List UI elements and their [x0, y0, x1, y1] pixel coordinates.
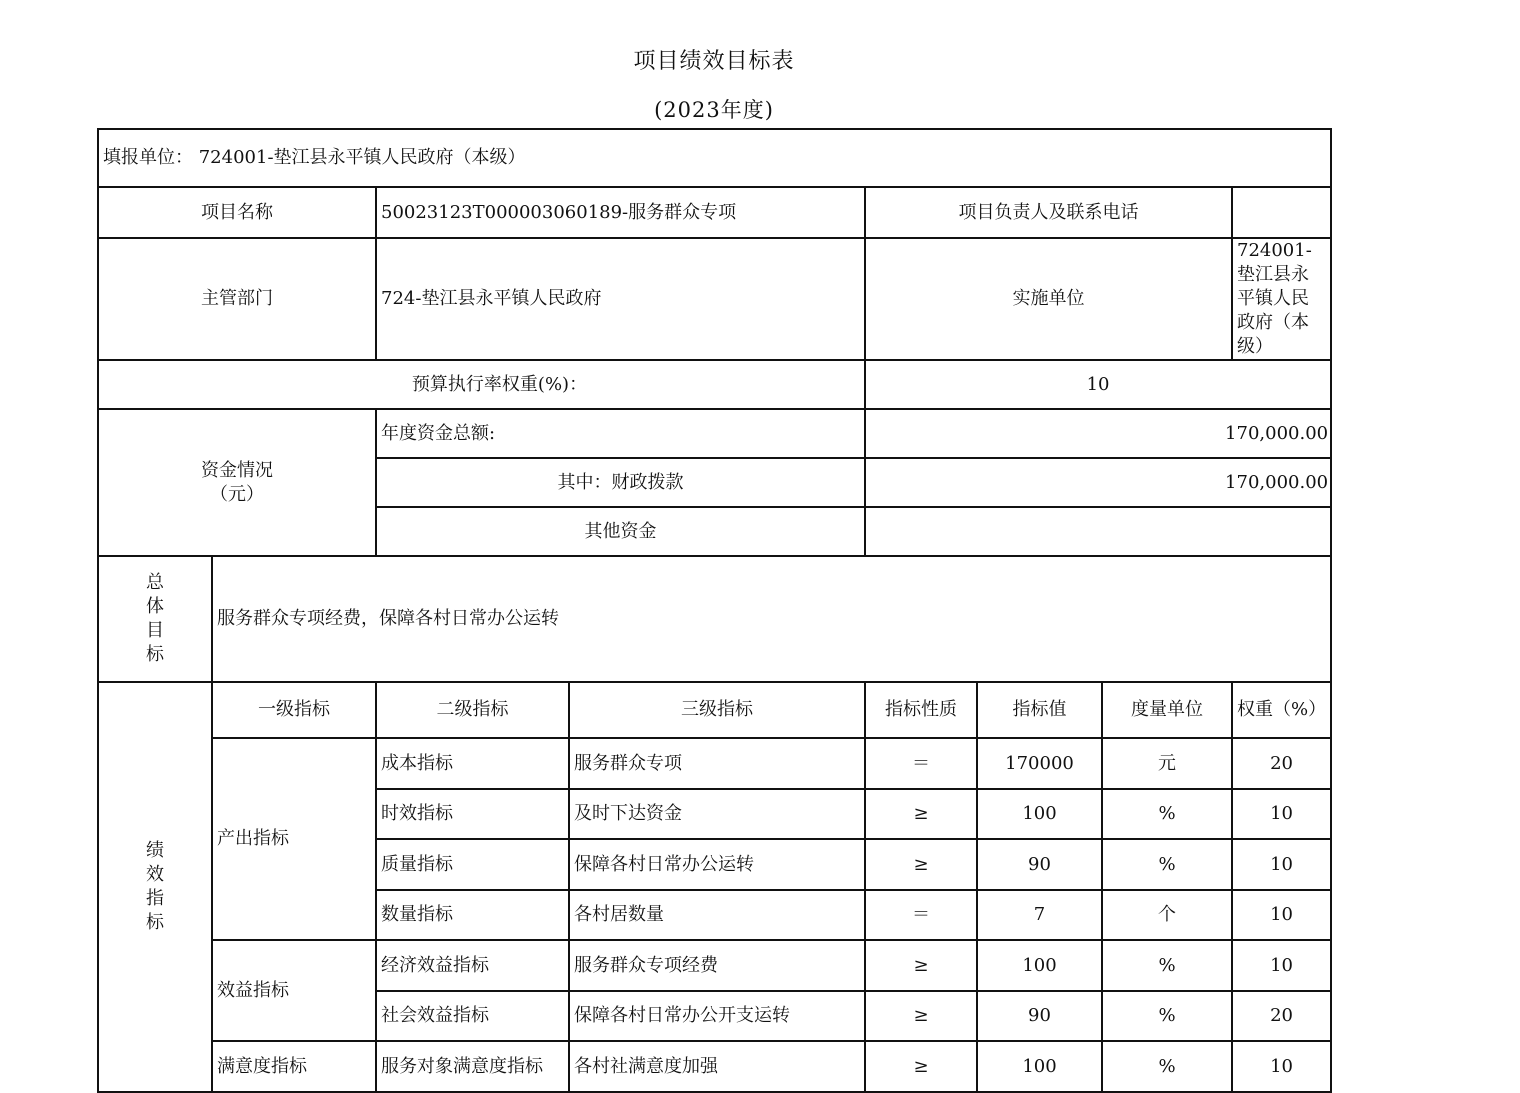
table-row [98, 940, 1331, 991]
goal-label-char: 标 [146, 644, 164, 665]
row-unit: % [1102, 839, 1232, 890]
goal-label-char: 体 [146, 596, 164, 617]
row-value: 90 [977, 839, 1102, 890]
project-contact-label: 项目负责人及联系电话 [865, 187, 1232, 238]
goal-label-char: 目 [146, 620, 164, 641]
header-nature: 指标性质 [865, 682, 977, 738]
row-unit: % [1102, 991, 1232, 1041]
funds-total-row [98, 409, 1331, 458]
indicators-label-char: 指 [146, 888, 164, 909]
performance-table [97, 128, 1332, 1093]
row-value: 7 [977, 890, 1102, 940]
header-level1: 一级指标 [212, 682, 376, 738]
row-weight: 10 [1232, 839, 1331, 890]
page-subtitle: (2023年度) [654, 98, 774, 122]
header-weight: 权重（%） [1232, 682, 1331, 738]
header-unit: 度量单位 [1102, 682, 1232, 738]
row-nature: ≥ [865, 991, 977, 1041]
funds-label-line1: 资金情况 [201, 459, 273, 481]
row-level2: 时效指标 [376, 789, 569, 839]
row-nature: ＝ [865, 738, 977, 789]
row-nature: ≥ [865, 789, 977, 839]
row-nature: ≥ [865, 1041, 977, 1092]
budget-rate-row [98, 360, 1331, 409]
row-nature: ≥ [865, 940, 977, 991]
row-level2: 经济效益指标 [376, 940, 569, 991]
row-weight: 10 [1232, 890, 1331, 940]
row-level3: 服务群众专项经费 [569, 940, 865, 991]
project-name-label: 项目名称 [98, 187, 376, 238]
row-weight: 20 [1232, 738, 1331, 789]
row-weight: 10 [1232, 789, 1331, 839]
implementing-unit-label: 实施单位 [865, 238, 1232, 360]
indicator-header-row [98, 682, 1331, 738]
row-level2: 质量指标 [376, 839, 569, 890]
table-row [98, 1041, 1331, 1092]
funds-label [98, 409, 376, 556]
row-level3: 及时下达资金 [569, 789, 865, 839]
page-title: 项目绩效目标表 [633, 49, 795, 74]
fill-unit-label: 填报单位： [103, 147, 193, 168]
row-weight: 20 [1232, 991, 1331, 1041]
fill-unit-value: 724001-垫江县永平镇人民政府（本级） [198, 147, 526, 168]
row-value: 100 [977, 1041, 1102, 1092]
row-unit: % [1102, 789, 1232, 839]
row-level2: 成本指标 [376, 738, 569, 789]
overall-goal-row [98, 556, 1331, 682]
row-level2: 数量指标 [376, 890, 569, 940]
header-level2: 二级指标 [376, 682, 569, 738]
row-level3: 保障各村日常办公开支运转 [569, 991, 865, 1041]
indicators-label-char: 标 [146, 912, 164, 933]
group-benefit: 效益指标 [212, 940, 376, 1041]
indicators-label-char: 绩 [146, 840, 164, 861]
budget-rate-label: 预算执行率权重(%)： [98, 360, 865, 409]
row-unit: 元 [1102, 738, 1232, 789]
funds-label-line2: （元） [210, 483, 264, 505]
row-unit: % [1102, 940, 1232, 991]
row-value: 90 [977, 991, 1102, 1041]
header-level3: 三级指标 [569, 682, 865, 738]
goal-label-char: 总 [146, 572, 164, 593]
row-level3: 服务群众专项 [569, 738, 865, 789]
fill-unit-row [98, 129, 1331, 187]
project-contact-value [1232, 187, 1331, 238]
row-unit: % [1102, 1041, 1232, 1092]
department-value: 724-垫江县永平镇人民政府 [376, 238, 865, 360]
row-value: 170000 [977, 738, 1102, 789]
funds-total-label: 年度资金总额: [376, 409, 865, 458]
table-row [98, 738, 1331, 789]
row-unit: 个 [1102, 890, 1232, 940]
indicators-label [98, 682, 212, 1092]
funds-fiscal-value: 170,000.00 [865, 458, 1331, 507]
implementing-unit-value: 724001-垫江县永平镇人民政府（本级） [1232, 238, 1331, 360]
row-nature: ≥ [865, 839, 977, 890]
department-label: 主管部门 [98, 238, 376, 360]
row-level2: 社会效益指标 [376, 991, 569, 1041]
department-row [98, 238, 1331, 360]
row-level3: 各村社满意度加强 [569, 1041, 865, 1092]
row-value: 100 [977, 940, 1102, 991]
funds-other-value [865, 507, 1331, 556]
overall-goal-label [98, 556, 212, 682]
group-satisfaction: 满意度指标 [212, 1041, 376, 1092]
header-value: 指标值 [977, 682, 1102, 738]
funds-total-value: 170,000.00 [865, 409, 1331, 458]
row-level2: 服务对象满意度指标 [376, 1041, 569, 1092]
project-name-row [98, 187, 1331, 238]
project-name-value: 50023123T000003060189-服务群众专项 [376, 187, 865, 238]
group-output: 产出指标 [212, 738, 376, 940]
row-weight: 10 [1232, 940, 1331, 991]
indicators-label-char: 效 [146, 864, 164, 885]
fill-unit-cell [98, 129, 1331, 187]
row-weight: 10 [1232, 1041, 1331, 1092]
funds-fiscal-label: 其中：财政拨款 [376, 458, 865, 507]
row-level3: 保障各村日常办公运转 [569, 839, 865, 890]
row-level3: 各村居数量 [569, 890, 865, 940]
overall-goal-text: 服务群众专项经费，保障各村日常办公运转 [212, 556, 1331, 682]
budget-rate-value: 10 [865, 360, 1331, 409]
funds-other-label: 其他资金 [376, 507, 865, 556]
row-value: 100 [977, 789, 1102, 839]
row-nature: ＝ [865, 890, 977, 940]
